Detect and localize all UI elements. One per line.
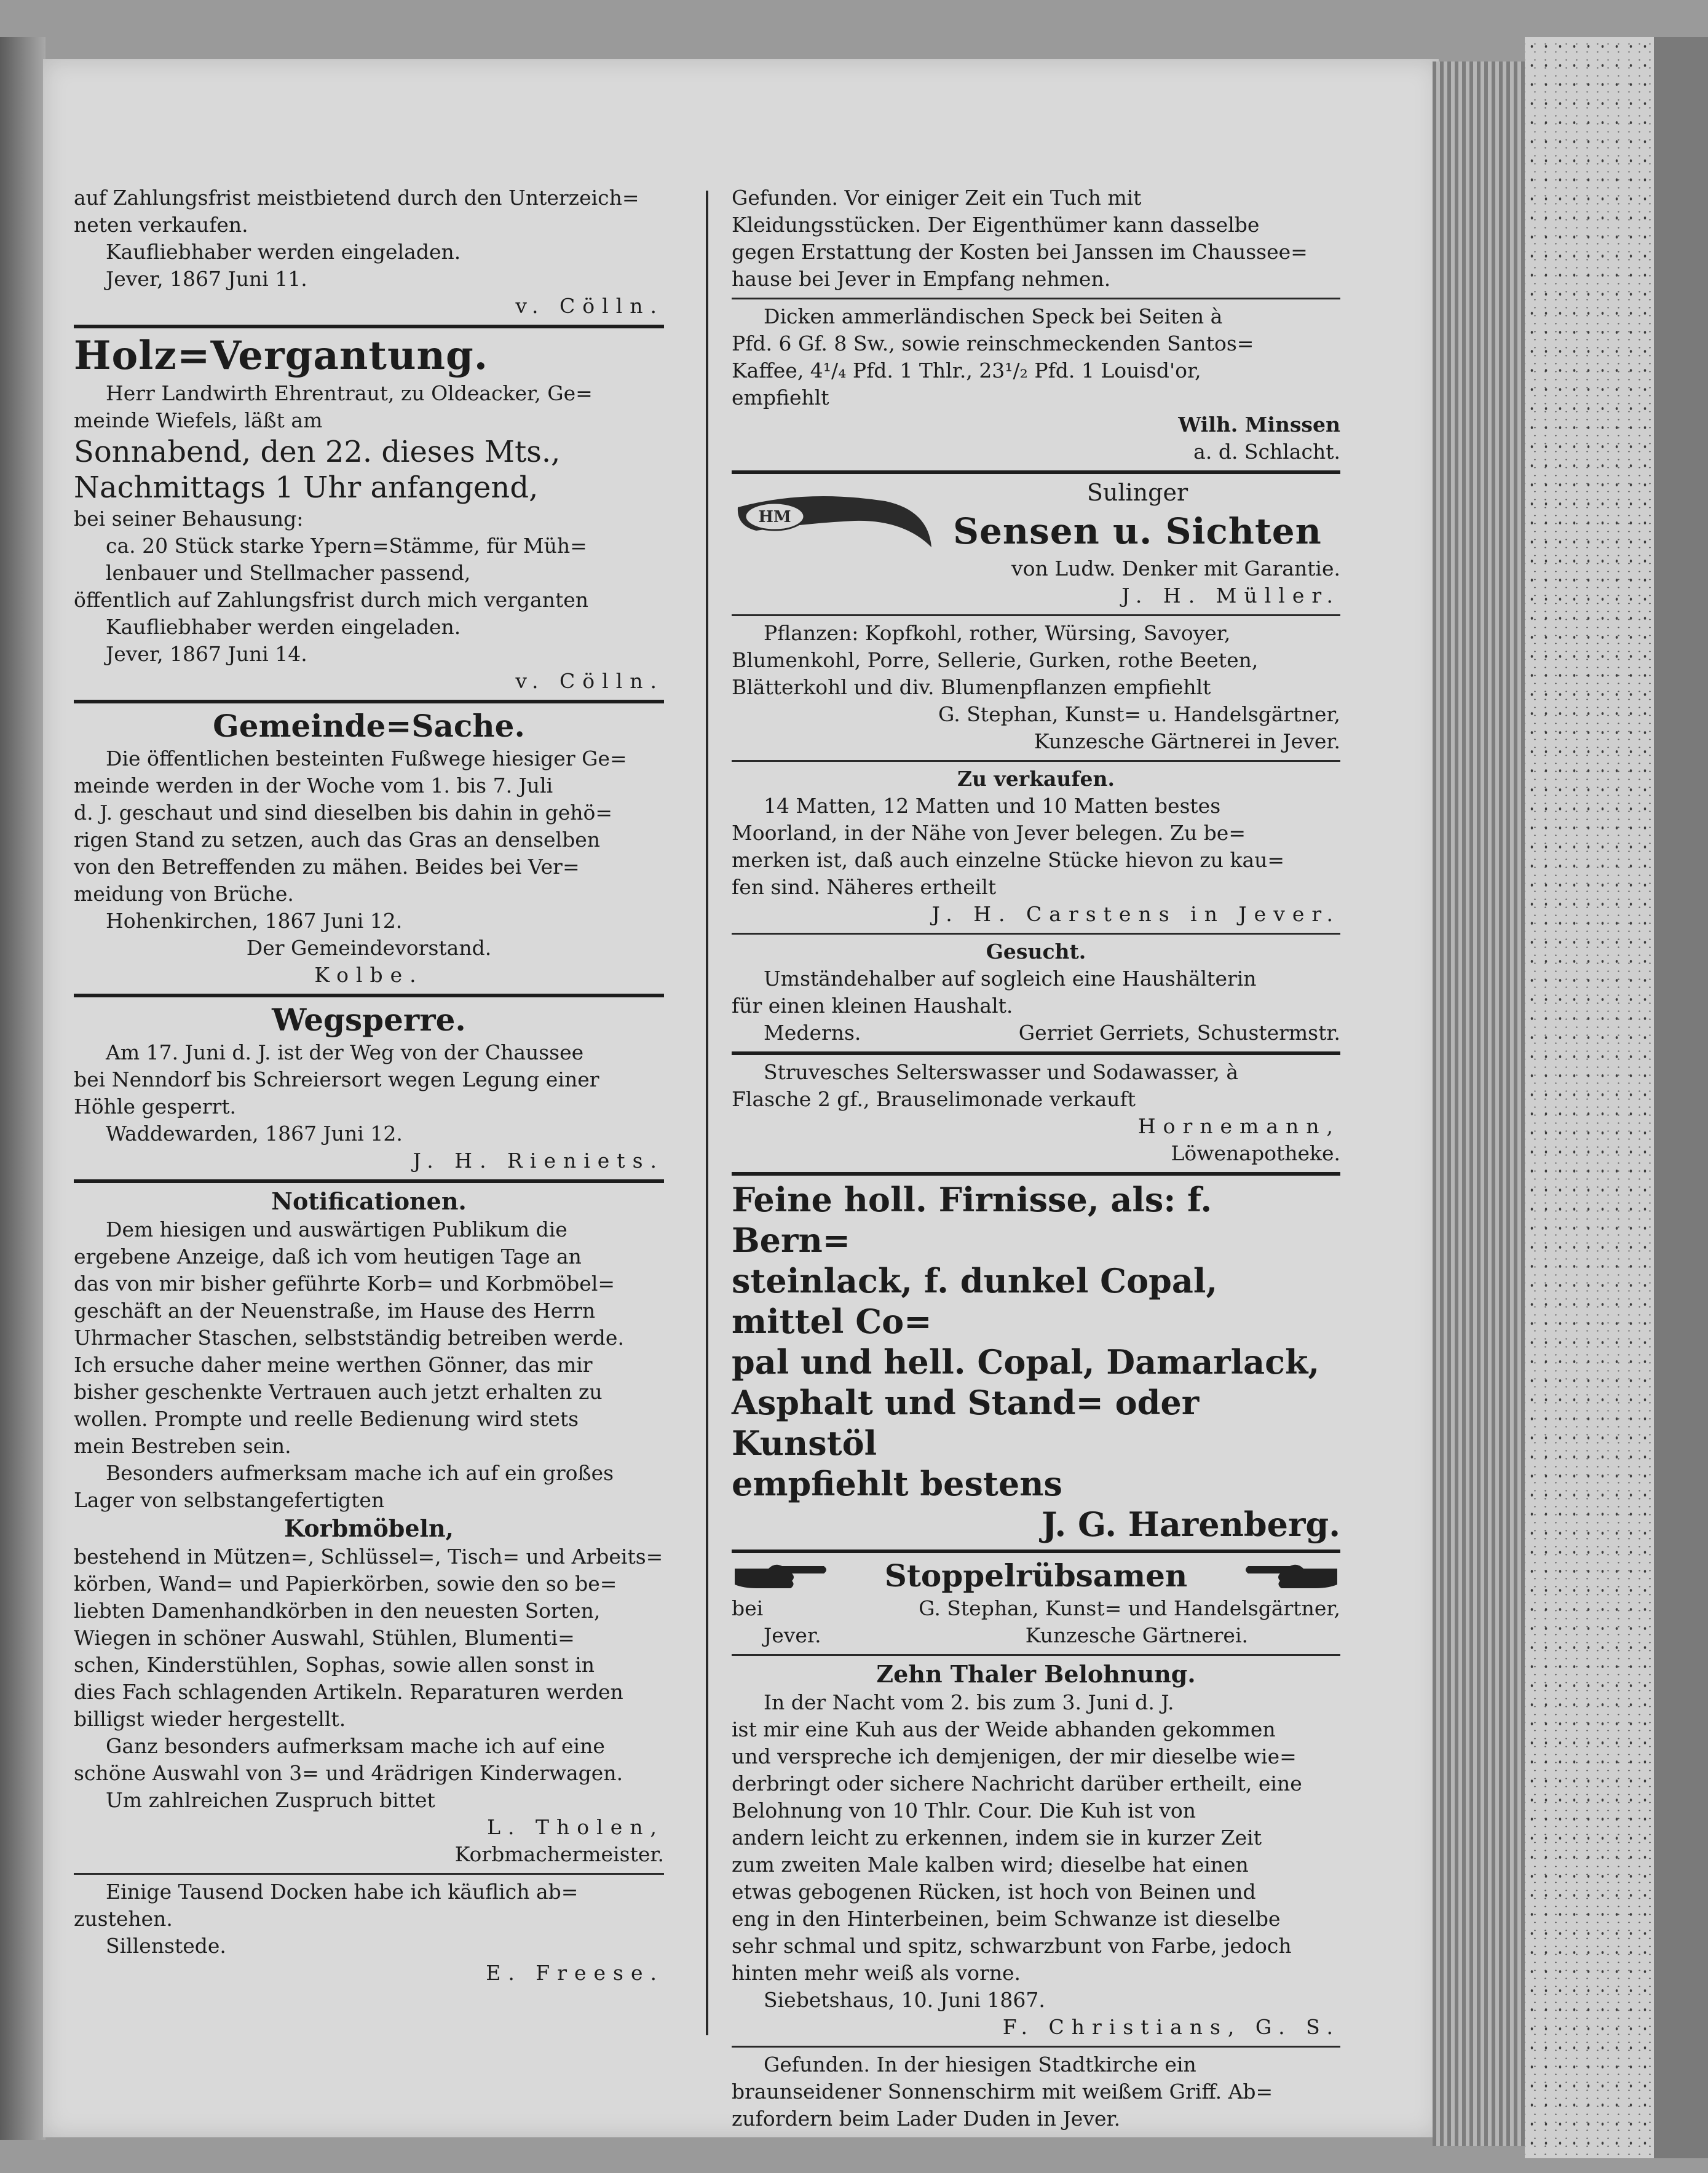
text-line: Kaffee, 4¹/₄ Pfd. 1 Thlr., 23¹/₂ Pfd. 1 Louisd'or, — [732, 358, 1201, 382]
text-line: körben, Wand= und Papierkörben, sowie den so be= — [74, 1572, 617, 1596]
ad-sensen — [732, 478, 1340, 609]
date-line: Jever, 1867 Juni 11. — [106, 267, 307, 291]
date-line: Hohenkirchen, 1867 Juni 12. — [106, 909, 403, 933]
text-line: mein Bestreben sein. — [74, 1434, 291, 1458]
book-gutter — [0, 37, 45, 2140]
text-line: schöne Auswahl von 3= und 4rädrigen Kinderwagen. — [74, 1761, 623, 1785]
text-line: bisher geschenkte Vertrauen auch jetzt erhalten zu — [74, 1380, 603, 1404]
right-column — [732, 184, 1340, 2132]
text-line: ergebene Anzeige, daß ich vom heutigen Tage an — [74, 1245, 582, 1269]
signature: E. Freese. — [486, 1961, 664, 1985]
text-line: eng in den Hinterbeinen, beim Schwanze ist dieselbe — [732, 1907, 1281, 1931]
signature: J. G. Harenberg. — [1042, 1505, 1340, 1544]
ad-selterswasser — [732, 1059, 1340, 1167]
text-line: sehr schmal und spitz, schwarzbunt von Farbe, jedoch — [732, 1934, 1292, 1958]
separator — [732, 1654, 1340, 1656]
event-time: Nachmittags 1 Uhr anfangend, — [74, 470, 539, 505]
text-line: hinten mehr weiß als vorne. — [732, 1961, 1021, 1985]
ad-gesucht — [732, 938, 1340, 1047]
date-line: Waddewarden, 1867 Juni 12. — [106, 1122, 403, 1146]
text-line: schen, Kinderstühlen, Sophas, sowie allen sonst in — [74, 1653, 595, 1677]
separator — [74, 325, 664, 328]
text-line: bei seiner Behausung: — [74, 507, 304, 531]
ad-title: Sensen u. Sichten — [953, 510, 1322, 552]
text-line: pal und hell. Copal, Damarlack, — [732, 1342, 1320, 1382]
signature-row — [732, 1019, 1340, 1047]
ad-pflanzen — [732, 620, 1340, 755]
text-line: dies Fach schlagenden Artikeln. Reparaturen werden — [74, 1680, 623, 1704]
text-line: Feine holl. Firnisse, als: f. Bern= — [732, 1180, 1212, 1260]
signature: v. Cölln. — [515, 294, 664, 318]
text-line: wollen. Prompte und reelle Bedienung wird stets — [74, 1407, 579, 1431]
place-line: Jever. — [764, 1623, 821, 1647]
text-line: Kaufliebhaber werden eingeladen. — [106, 240, 461, 264]
ad-gefunden-tuch — [732, 184, 1340, 293]
text-line: braunseidener Sonnenschirm mit weißem Griff. Ab= — [732, 2080, 1273, 2104]
separator — [732, 1172, 1340, 1176]
ad-docken — [74, 1878, 664, 1987]
cover-edge — [1654, 37, 1708, 2158]
text-row — [732, 1595, 1340, 1622]
ad-auction-continuation — [74, 184, 664, 320]
separator — [74, 700, 664, 703]
text-line: d. J. geschaut und sind dieselben bis dahin in gehö= — [74, 801, 613, 825]
text-line: Die öffentlichen besteinten Fußwege hiesiger Ge= — [106, 746, 627, 770]
date-line: Jever, 1867 Juni 14. — [106, 642, 307, 666]
text-line: Dem hiesigen und auswärtigen Publikum die — [106, 1217, 567, 1241]
separator — [732, 1550, 1340, 1553]
ad-firnisse — [732, 1179, 1340, 1545]
separator — [732, 933, 1340, 935]
text-line: andern leicht zu erkennen, indem sie in kurzer Zeit — [732, 1826, 1262, 1850]
ad-belohnung — [732, 1660, 1340, 2041]
ad-title: Notificationen. — [271, 1187, 467, 1215]
text-line: etwas gebogenen Rücken, ist hoch von Beinen und — [732, 1880, 1256, 1904]
separator — [732, 298, 1340, 299]
text-line: Gefunden. In der hiesigen Stadtkirche ein — [764, 2052, 1196, 2076]
text-line: steinlack, f. dunkel Copal, mittel Co= — [732, 1261, 1218, 1341]
text-line: In der Nacht vom 2. bis zum 3. Juni d. J. — [764, 1690, 1174, 1714]
ad-title: Gemeinde=Sache. — [213, 708, 525, 744]
separator — [732, 1051, 1340, 1055]
ad-gefunden-schirm — [732, 2051, 1340, 2132]
stoppel-header — [732, 1557, 1340, 1595]
book-cover — [1525, 37, 1660, 2158]
ad-title: Holz=Vergantung. — [74, 333, 489, 379]
left-column — [74, 184, 664, 1987]
ad-title: Zu verkaufen. — [957, 767, 1115, 791]
text-line: gegen Erstattung der Kosten bei Janssen im Chaussee= — [732, 240, 1308, 264]
text-line: von Ludw. Denker mit Garantie. — [1011, 556, 1340, 580]
text-line: Gefunden. Vor einiger Zeit ein Tuch mit — [732, 186, 1142, 210]
text-line: Blumenkohl, Porre, Sellerie, Gurken, rothe Beeten, — [732, 648, 1259, 672]
ad-speck — [732, 303, 1340, 465]
text-line: Kleidungsstücken. Der Eigenthümer kann dasselbe — [732, 213, 1260, 237]
separator — [732, 614, 1340, 616]
text-line: öffentlich auf Zahlungsfrist durch mich verganten — [74, 588, 589, 612]
text-line: Höhle gesperrt. — [74, 1094, 237, 1118]
signatory-address: Kunzesche Gärtnerei. — [1025, 1623, 1248, 1647]
text-line: Am 17. Juni d. J. ist der Weg von der Chaussee — [106, 1040, 584, 1064]
text-line: empfiehlt bestens — [732, 1464, 1062, 1503]
text-line: bestehend in Mützen=, Schlüssel=, Tisch= und Arbeits= — [74, 1545, 663, 1569]
text-line: liebten Damenhandkörben in den neuesten Sorten, — [74, 1599, 601, 1623]
ad-gemeinde-sache — [74, 707, 664, 989]
text-line: Asphalt und Stand= oder Kunstöl — [732, 1383, 1200, 1463]
text-row — [732, 1622, 1340, 1649]
text-line: hause bei Jever in Empfang nehmen. — [732, 267, 1111, 291]
sensen-header — [732, 478, 1340, 555]
ad-zu-verkaufen — [732, 766, 1340, 928]
ad-title: Wegsperre. — [272, 1002, 466, 1038]
text-line: fen sind. Näheres ertheilt — [732, 875, 997, 899]
text-line: Struvesches Selterswasser und Sodawasser, à — [764, 1060, 1238, 1084]
ad-title-small: Sulinger — [1086, 479, 1188, 506]
text-line: Belohnung von 10 Thlr. Cour. Die Kuh ist von — [732, 1799, 1196, 1823]
ad-notificationen — [74, 1187, 664, 1868]
signature: Gerriet Gerriets, Schustermstr. — [1018, 1021, 1340, 1045]
text-line: derbringt oder sichere Nachricht darüber ertheilt, eine — [732, 1771, 1302, 1795]
text-line: von den Betreffenden zu mähen. Beides bei Ver= — [74, 855, 580, 879]
text-line: zufordern beim Lader Duden in Jever. — [732, 2107, 1121, 2131]
text-line: Blätterkohl und div. Blumenpflanzen empfiehlt — [732, 675, 1211, 699]
text-line: meinde Wiefels, läßt am — [74, 408, 323, 432]
text-line: Dicken ammerländischen Speck bei Seiten à — [764, 304, 1223, 328]
text-line: für einen kleinen Haushalt. — [732, 994, 1013, 1018]
text-line: Lager von selbstangefertigten — [74, 1488, 385, 1512]
separator — [74, 1179, 664, 1183]
signature: G. Stephan, Kunst= und Handelsgärtner, — [919, 1596, 1340, 1620]
separator — [732, 760, 1340, 762]
text-line: Flasche 2 gf., Brauselimonade verkauft — [732, 1087, 1136, 1111]
signature: L. Tholen, — [487, 1815, 664, 1839]
text-line: lenbauer und Stellmacher passend, — [106, 561, 471, 585]
text-line: rigen Stand zu setzen, auch das Gras an denselben — [74, 828, 601, 852]
separator — [74, 1873, 664, 1875]
text-line: meinde werden in der Woche vom 1. bis 7. Juli — [74, 774, 553, 798]
text-line: 14 Matten, 12 Matten und 10 Matten bestes — [764, 794, 1221, 818]
text-line: merken ist, daß auch einzelne Stücke hievon zu kau= — [732, 848, 1285, 872]
separator — [732, 2046, 1340, 2048]
scythe-mark: HM — [758, 508, 791, 526]
ad-title: Gesucht. — [986, 940, 1086, 964]
signatory: Der Gemeindevorstand. — [246, 936, 492, 960]
text-line: Um zahlreichen Zuspruch bittet — [106, 1788, 435, 1812]
text-line: Wiegen in schöner Auswahl, Stühlen, Blumenti= — [74, 1626, 575, 1650]
text-line: Uhrmacher Staschen, selbstständig betreiben werde. — [74, 1326, 624, 1350]
signatory-address: a. d. Schlacht. — [1193, 440, 1340, 464]
ad-title: Zehn Thaler Belohnung. — [876, 1660, 1196, 1688]
pointing-hand-right-icon — [732, 1558, 830, 1594]
ad-title: Stoppelrübsamen — [884, 1558, 1188, 1594]
ad-stoppelruebsamen — [732, 1557, 1340, 1649]
text-line: bei Nenndorf bis Schreiersort wegen Legung einer — [74, 1067, 599, 1091]
page-edges — [1433, 61, 1537, 2146]
text-line: billigst wieder hergestellt. — [74, 1707, 346, 1731]
ad-wegsperre — [74, 1001, 664, 1174]
date-line: Siebetshaus, 10. Juni 1867. — [764, 1988, 1045, 2012]
text-line: Umständehalber auf sogleich eine Haushälterin — [764, 967, 1257, 991]
text-line: bei — [732, 1596, 764, 1620]
ad-holz-vergantung — [74, 332, 664, 695]
text-line: und verspreche ich demjenigen, der mir dieselbe wie= — [732, 1744, 1297, 1768]
text-line: geschäft an der Neuenstraße, im Hause des Herrn — [74, 1299, 596, 1323]
signatory-address: Kunzesche Gärtnerei in Jever. — [1034, 729, 1340, 753]
text-line: auf Zahlungsfrist meistbietend durch den Unterzeich= — [74, 186, 639, 210]
signature: J. H. Carstens in Jever. — [931, 902, 1340, 926]
text-line: Ich ersuche daher meine werthen Gönner, das mir — [74, 1353, 593, 1377]
text-line: ist mir eine Kuh aus der Weide abhanden gekommen — [732, 1717, 1276, 1741]
text-line: Kaufliebhaber werden eingeladen. — [106, 615, 461, 639]
scythe-icon — [732, 483, 935, 550]
signature: J. H. Müller. — [1121, 584, 1340, 608]
text-line: neten verkaufen. — [74, 213, 248, 237]
text-line: Pfd. 6 Gf. 8 Sw., sowie reinschmeckenden Santos= — [732, 331, 1254, 355]
signature: J. H. Rieniets. — [413, 1149, 664, 1173]
separator — [74, 994, 664, 997]
text-line: empfiehlt — [732, 386, 829, 410]
text-line: Ganz besonders aufmerksam mache ich auf eine — [106, 1734, 605, 1758]
text-line: Herr Landwirth Ehrentraut, zu Oldeacker, Ge= — [106, 381, 593, 405]
text-line: Besonders aufmerksam mache ich auf ein großes — [106, 1461, 614, 1485]
pointing-hand-left-icon — [1242, 1558, 1340, 1594]
text-line: Pflanzen: Kopfkohl, rother, Würsing, Savoyer, — [764, 621, 1231, 645]
column-divider — [706, 191, 708, 2035]
signature: Hornemann, — [1137, 1114, 1340, 1138]
sensen-title-block — [935, 478, 1340, 555]
text-line: zustehen. — [74, 1907, 173, 1931]
text-line: Moorland, in der Nähe von Jever belegen. Zu be= — [732, 821, 1246, 845]
text-line: Einige Tausend Docken habe ich käuflich ab= — [106, 1880, 579, 1904]
event-date: Sonnabend, den 22. dieses Mts., — [74, 435, 561, 469]
text-line: ca. 20 Stück starke Ypern=Stämme, für Müh= — [106, 534, 587, 558]
ad-subtitle: Korbmöbeln, — [284, 1514, 454, 1542]
signature: Kolbe. — [314, 963, 424, 987]
place-line: Mederns. — [764, 1021, 861, 1045]
text-line: meidung von Brüche. — [74, 882, 294, 906]
signatory-title: Korbmachermeister. — [454, 1842, 664, 1866]
place-line: Sillenstede. — [106, 1934, 226, 1958]
separator — [732, 470, 1340, 474]
signature: v. Cölln. — [515, 669, 664, 693]
text-line: das von mir bisher geführte Korb= und Korbmöbel= — [74, 1272, 615, 1296]
signatory-address: Löwenapotheke. — [1171, 1141, 1340, 1165]
signature: G. Stephan, Kunst= u. Handelsgärtner, — [938, 702, 1340, 726]
signature: Wilh. Minssen — [1178, 413, 1340, 437]
signature: F. Christians, G. S. — [1002, 2015, 1340, 2039]
text-line: zum zweiten Male kalben wird; dieselbe hat einen — [732, 1853, 1249, 1877]
